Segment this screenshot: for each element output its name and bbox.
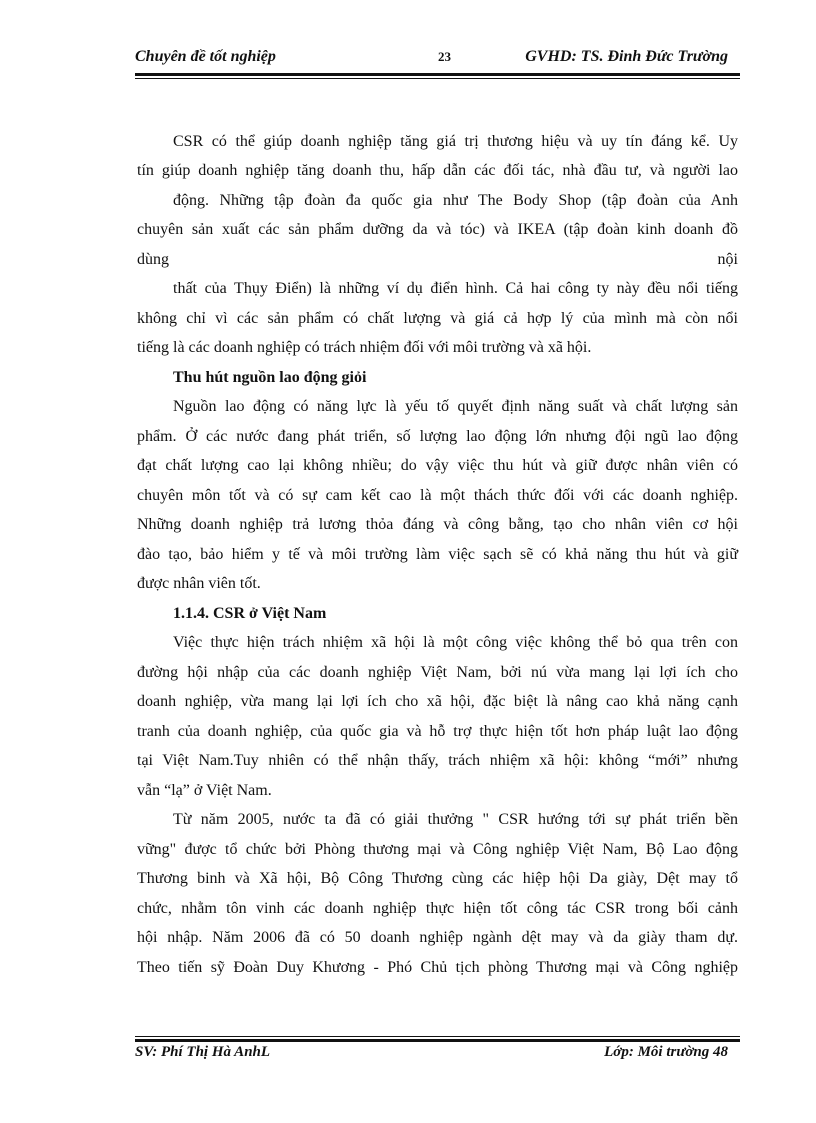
section-heading: 1.1.4. CSR ở Việt Nam <box>173 605 327 622</box>
text-line: doanh nghiệp, vừa mang lại lợi ích cho xã hội, đặc biệt là nâng cao khả năng cạnh <box>137 693 738 710</box>
text-line: được nhân viên tốt. <box>137 575 261 592</box>
text-line: Những doanh nghiệp trả lương thỏa đáng và công bằng, tạo cho nhân viên cơ hội <box>137 516 738 533</box>
section-heading: Thu hút nguồn lao động giỏi <box>173 369 367 386</box>
text-line: Nguồn lao động có năng lực là yếu tố quyết định năng suất và chất lượng sản <box>173 398 738 415</box>
page-header <box>135 46 740 72</box>
text-line: tại Việt Nam.Tuy nhiên có thể nhận thấy, trách nhiệm xã hội: không “mới” nhưng <box>137 752 738 769</box>
text-line: hội nhập. Năm 2006 đã có 50 doanh nghiệp ngành dệt may và da giày tham dự. <box>137 929 738 946</box>
text-line: chuyên môn tốt và có sự cam kết cao là một thách thức đối với các doanh nghiệp. <box>137 487 738 504</box>
text-line: vẫn “lạ” ở Việt Nam. <box>137 782 272 799</box>
footer-student: SV: Phí Thị Hà AnhL <box>135 1044 271 1060</box>
text-line: động. Những tập đoàn đa quốc gia như The Body Shop (tập đoàn của Anh <box>173 192 738 209</box>
text-line: phẩm. Ở các nước đang phát triển, số lượng lao động lớn nhưng đội ngũ lao động <box>137 428 738 445</box>
text-line: không chỉ vì các sản phẩm có chất lượng và giá cả hợp lý của mình mà còn nổi <box>137 310 738 327</box>
header-rule <box>135 73 740 79</box>
header-supervisor: GVHD: TS. Đinh Đức Trường <box>525 48 728 65</box>
text-line: tín giúp doanh nghiệp tăng doanh thu, hấp dẫn các đối tác, nhà đầu tư, và người lao <box>137 162 738 179</box>
text-line: đường hội nhập của các doanh nghiệp Việt Nam, bởi nú vừa mang lại lợi ích cho <box>137 664 738 681</box>
text-line: Thương binh và Xã hội, Bộ Công Thương cùng các hiệp hội Da giày, Dệt may tổ <box>137 870 738 887</box>
text-line: tiếng là các doanh nghiệp có trách nhiệm đối với môi trường và xã hội. <box>137 339 592 356</box>
text-line: chuyên sản xuất các sản phẩm dưỡng da và tóc) và IKEA (tập đoàn kinh doanh đồ <box>137 221 738 238</box>
page-number: 23 <box>438 49 451 64</box>
text-line: đào tạo, bảo hiểm y tế và môi trường làm việc sạch sẽ có khả năng thu hút và giữ <box>137 546 738 563</box>
text-line: thất của Thụy Điển) là những ví dụ điển hình. Cả hai công ty này đều nổi tiếng <box>173 280 738 297</box>
text-line: chức, nhằm tôn vinh các doanh nghiệp thực hiện tốt công tác CSR trong bối cảnh <box>137 900 738 917</box>
text-line: dùng nội <box>137 251 738 268</box>
header-title: Chuyên đề tốt nghiệp <box>135 48 276 65</box>
text-line: đạt chất lượng cao lại không nhiều; do vậy việc thu hút và giữ được nhân viên có <box>137 457 738 474</box>
footer-class: Lớp: Môi trường 48 <box>604 1044 728 1060</box>
text-line: Việc thực hiện trách nhiệm xã hội là một công việc không thể bỏ qua trên con <box>173 634 738 651</box>
text-line: Từ năm 2005, nước ta đã có giải thưởng " CSR hướng tới sự phát triển bền <box>173 811 738 828</box>
text-line: vững" được tổ chức bởi Phòng thương mại và Công nghiệp Việt Nam, Bộ Lao động <box>137 841 738 858</box>
page-footer <box>135 1044 740 1066</box>
text-line: CSR có thể giúp doanh nghiệp tăng giá trị thương hiệu và uy tín đáng kể. Uy <box>173 133 738 150</box>
text-line: tranh của doanh nghiệp, của quốc gia và hỗ trợ thực hiện tốt hơn pháp luật lao động <box>137 723 738 740</box>
text-line: Theo tiến sỹ Đoàn Duy Khương - Phó Chủ tịch phòng Thương mại và Công nghiệp <box>137 959 738 976</box>
footer-rule <box>135 1036 740 1042</box>
